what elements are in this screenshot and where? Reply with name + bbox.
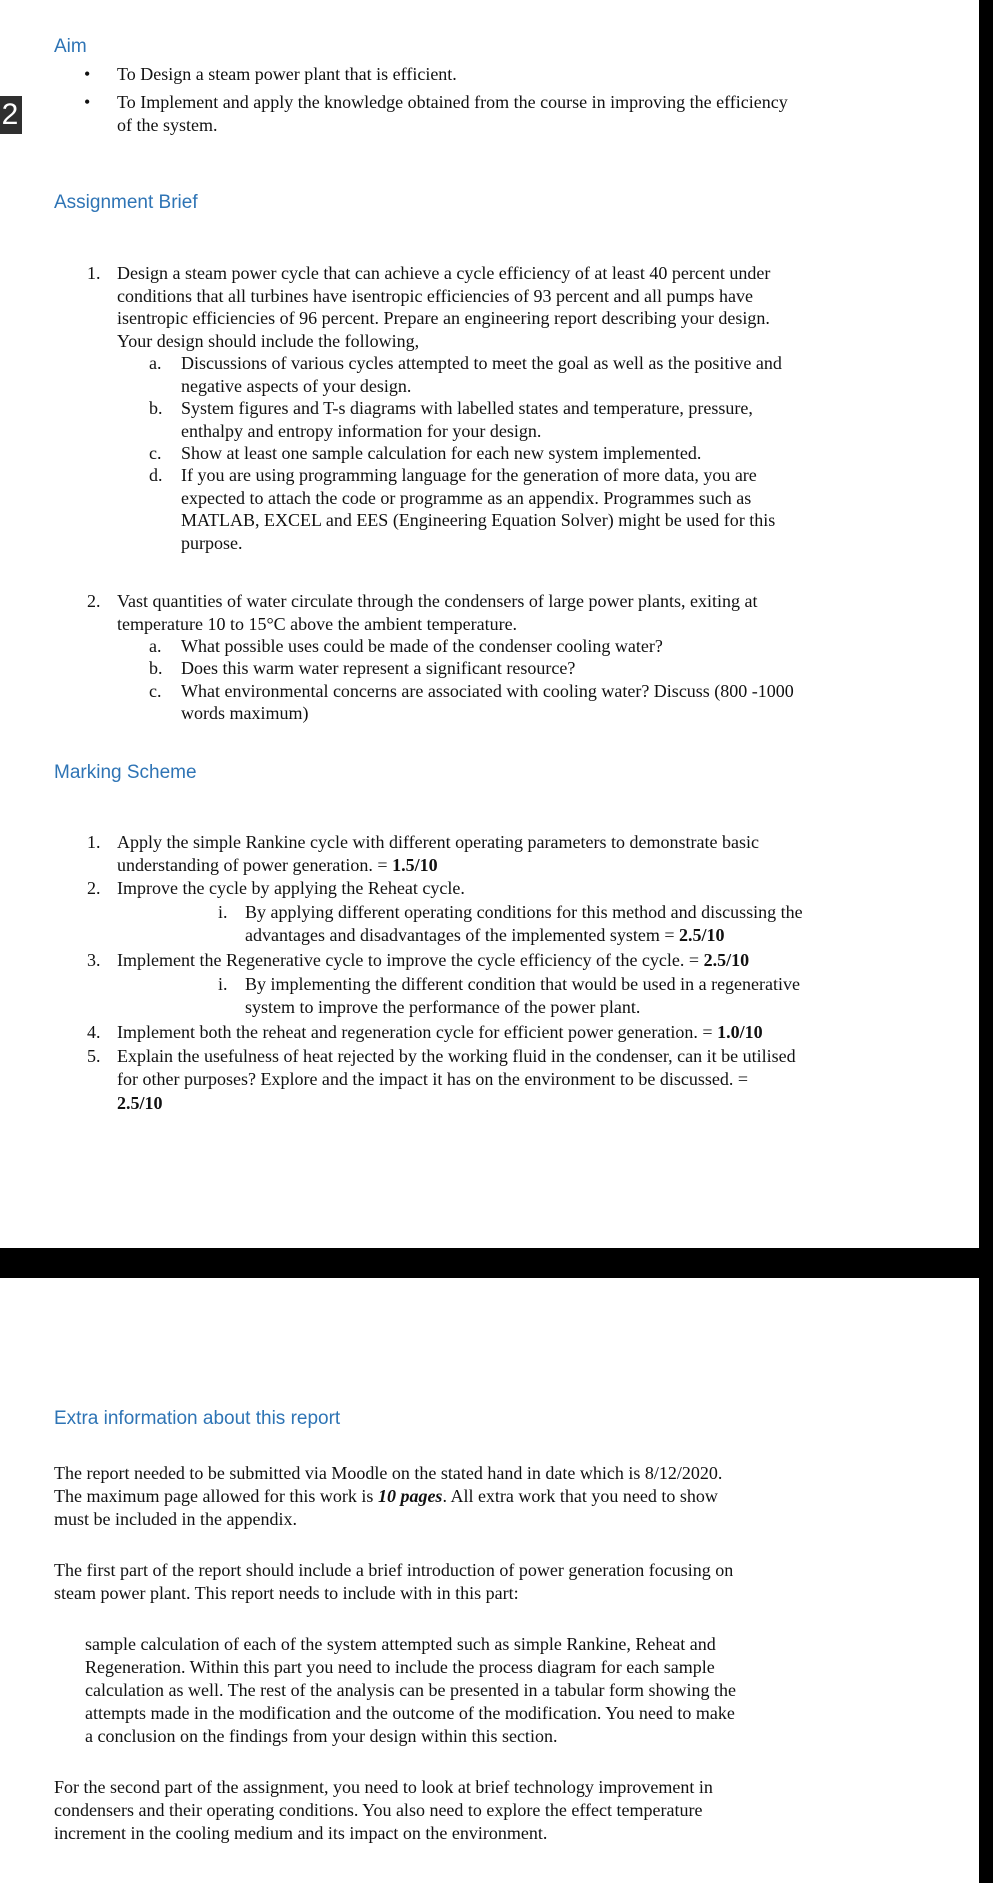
item-mark: b. — [149, 398, 163, 418]
item-line: Does this warm water represent a significant resource? — [181, 658, 576, 678]
marking-line: for other purposes? Explore and the impact it has on the environment to be discussed. = — [117, 1069, 748, 1089]
question-1-line: Design a steam power cycle that can achieve a cycle efficiency of at least 40 percent under — [117, 263, 771, 283]
aim-bullet-2-cont: of the system. — [117, 115, 218, 135]
assignment-brief-heading: Assignment Brief — [54, 192, 198, 213]
sub-item-mark: i. — [218, 974, 228, 994]
item-mark: c. — [149, 443, 162, 463]
marking-number: 3. — [87, 950, 101, 970]
extra-paragraph-2: The first part of the report should include a brief introduction of power generation focusing on — [54, 1560, 734, 1580]
question-1-line: isentropic efficiencies of 96 percent. Prepare an engineering report describing your design. — [117, 308, 770, 328]
marking-number: 4. — [87, 1022, 101, 1042]
marking-line: Implement the Regenerative cycle to improve the cycle efficiency of the cycle. = 2.5/10 — [117, 950, 750, 970]
question-2-line: temperature 10 to 15°C above the ambient temperature. — [117, 614, 518, 634]
marking-score: 1.5/10 — [392, 855, 438, 875]
marking-score: 2.5/10 — [679, 925, 725, 945]
window-edge-strip — [979, 0, 993, 1883]
item-mark: a. — [149, 636, 162, 656]
item-mark: a. — [149, 353, 162, 373]
marking-line: Apply the simple Rankine cycle with different operating parameters to demonstrate basic — [117, 832, 759, 852]
item-line: enthalpy and entropy information for your design. — [181, 421, 542, 441]
item-mark: d. — [149, 465, 163, 485]
marking-line: understanding of power generation. = 1.5/10 — [117, 855, 438, 875]
marking-number: 1. — [87, 832, 101, 852]
marking-number: 5. — [87, 1046, 101, 1066]
extra-paragraph-3: sample calculation of each of the system attempted such as simple Rankine, Reheat and — [85, 1634, 716, 1654]
extra-paragraph-2: steam power plant. This report needs to include with in this part: — [54, 1583, 519, 1603]
item-line: purpose. — [181, 533, 243, 553]
item-line: What environmental concerns are associated with cooling water? Discuss (800 -1000 — [181, 681, 794, 701]
extra-paragraph-4: condensers and their operating conditions. You also need to explore the effect temperature — [54, 1800, 703, 1820]
extra-paragraph-3: calculation as well. The rest of the analysis can be presented in a tabular form showing the — [85, 1680, 736, 1700]
extra-paragraph-4: increment in the cooling medium and its impact on the environment. — [54, 1823, 548, 1843]
aim-bullet-2: To Implement and apply the knowledge obtained from the course in improving the efficiency — [117, 92, 788, 112]
item-mark: b. — [149, 658, 163, 678]
extra-paragraph-1: The maximum page allowed for this work is 10 pages. All extra work that you need to show — [54, 1486, 718, 1506]
question-1-line: conditions that all turbines have isentropic efficiencies of 93 percent and all pumps have — [117, 286, 753, 306]
aim-heading: Aim — [54, 36, 87, 57]
item-line: negative aspects of your design. — [181, 376, 412, 396]
extra-paragraph-1: must be included in the appendix. — [54, 1509, 297, 1529]
question-1-line: Your design should include the following, — [117, 331, 420, 351]
extra-paragraph-4: For the second part of the assignment, you need to look at brief technology improvement in — [54, 1777, 713, 1797]
extra-paragraph-3: Regeneration. Within this part you need to include the process diagram for each sample — [85, 1657, 715, 1677]
marking-line: advantages and disadvantages of the implemented system = 2.5/10 — [245, 925, 725, 945]
extra-paragraph-3: a conclusion on the findings from your design within this section. — [85, 1726, 558, 1746]
marking-score: 1.0/10 — [717, 1022, 763, 1042]
item-line: System figures and T-s diagrams with labelled states and temperature, pressure, — [181, 398, 753, 418]
marking-line: Improve the cycle by applying the Reheat cycle. — [117, 878, 465, 898]
marking-number: 2. — [87, 878, 101, 898]
marking-line: By implementing the different condition that would be used in a regenerative — [245, 974, 801, 994]
extra-info-heading: Extra information about this report — [54, 1408, 341, 1429]
item-line: expected to attach the code or programme as an appendix. Programmes such as — [181, 488, 752, 508]
bullet-icon: • — [84, 92, 91, 112]
question-2-line: Vast quantities of water circulate through the condensers of large power plants, exiting at — [117, 591, 758, 611]
page-limit: 10 pages — [377, 1486, 443, 1506]
marking-score: 2.5/10 — [703, 950, 750, 970]
item-line: MATLAB, EXCEL and EES (Engineering Equation Solver) might be used for this — [181, 510, 776, 530]
bullet-icon: • — [84, 64, 91, 84]
sub-item-mark: i. — [218, 902, 228, 922]
aim-bullet-1: To Design a steam power plant that is efficient. — [117, 64, 457, 84]
item-line: Discussions of various cycles attempted to meet the goal as well as the positive and — [181, 353, 782, 373]
extra-paragraph-1: The report needed to be submitted via Moodle on the stated hand in date which is 8/12/2020. — [54, 1463, 723, 1483]
document-page-2 — [0, 1278, 979, 1883]
marking-score: 2.5/10 — [117, 1093, 163, 1113]
item-line: If you are using programming language for the generation of more data, you are — [181, 465, 757, 485]
marking-line — [117, 1092, 163, 1115]
marking-line: By applying different operating conditions for this method and discussing the — [245, 902, 803, 922]
extra-paragraph-3: attempts made in the modification and the outcome of the modification. You need to make — [85, 1703, 735, 1723]
page-number-tab: 2 — [0, 96, 22, 134]
item-line: words maximum) — [181, 703, 309, 723]
item-line: Show at least one sample calculation for each new system implemented. — [181, 443, 702, 463]
item-mark: c. — [149, 681, 162, 701]
marking-line: Implement both the reheat and regeneration cycle for efficient power generation. = 1.0/10 — [117, 1022, 763, 1042]
question-number: 1. — [87, 263, 101, 283]
question-number: 2. — [87, 591, 101, 611]
marking-line: system to improve the performance of the power plant. — [245, 997, 641, 1017]
item-line: What possible uses could be made of the condenser cooling water? — [181, 636, 663, 656]
marking-scheme-heading: Marking Scheme — [54, 762, 197, 783]
marking-line: Explain the usefulness of heat rejected by the working fluid in the condenser, can it be utilised — [117, 1046, 796, 1066]
